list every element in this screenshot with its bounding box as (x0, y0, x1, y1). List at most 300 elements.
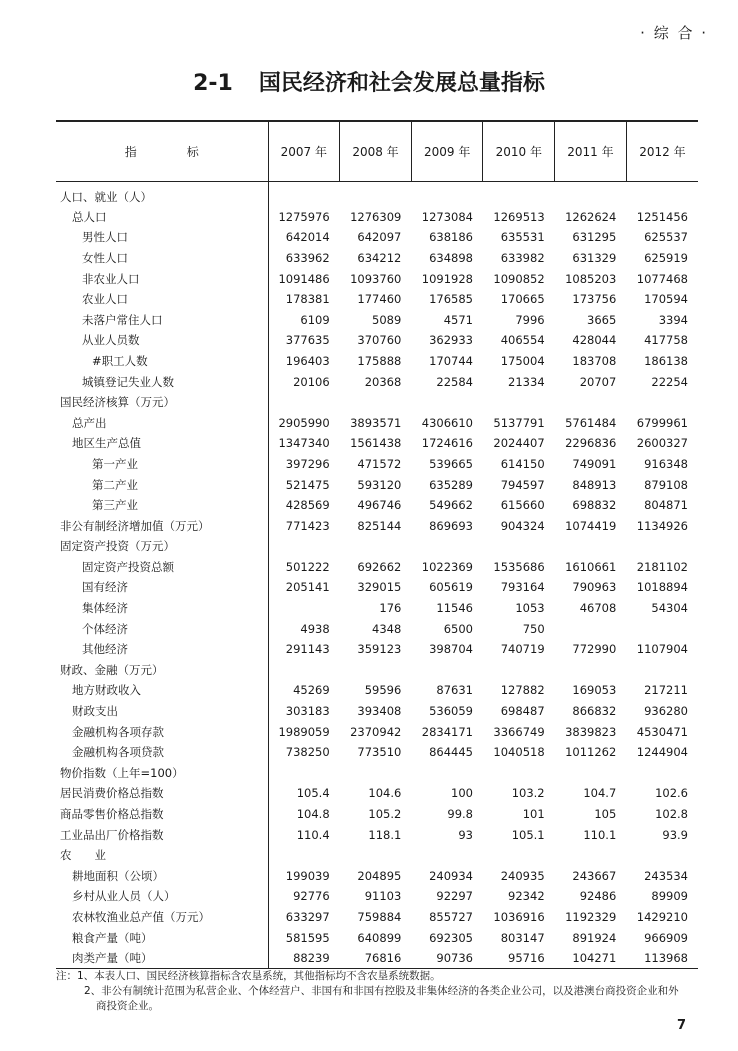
cell-value (268, 660, 340, 681)
cell-value: 615660 (500, 498, 545, 513)
cell-value (268, 845, 340, 866)
cell-value: 2296836 (565, 436, 617, 451)
cell-value: 1269513 (493, 209, 545, 224)
cell-value (268, 181, 340, 207)
cell-value: 1610661 (565, 559, 617, 574)
cell-value: 1276309 (350, 209, 402, 224)
cell-value: 4306610 (421, 415, 473, 430)
cell-value: 105 (594, 807, 617, 822)
table-row (56, 701, 698, 722)
cell-value: 89909 (651, 889, 688, 904)
table-row (56, 660, 698, 681)
cell-value (555, 660, 627, 681)
cell-value: 536059 (429, 704, 473, 719)
cell-value: 240935 (500, 868, 545, 883)
cell-value: 635289 (429, 477, 473, 492)
cell-value: 891924 (572, 930, 617, 945)
cell-value: 393408 (357, 704, 402, 719)
cell-value: 496746 (357, 498, 402, 513)
cell-value: 199039 (285, 868, 330, 883)
table-row (56, 181, 698, 207)
cell-value: 21334 (508, 374, 545, 389)
cell-value (626, 536, 698, 557)
row-label: 第一产业 (56, 454, 268, 475)
cell-value: 3893571 (350, 415, 402, 430)
cell-value: 855727 (429, 909, 473, 924)
table-row (56, 577, 698, 598)
cell-value: 1251456 (636, 209, 688, 224)
cell-value: 93.9 (662, 827, 688, 842)
cell-value: 91103 (364, 889, 402, 904)
row-label: 固定资产投资总额 (56, 557, 268, 578)
row-label: 其他经济 (56, 639, 268, 660)
cell-value: 1077468 (636, 271, 688, 286)
row-label: 农林牧渔业总产值（万元） (56, 907, 268, 928)
table-number: 2-1 (193, 71, 233, 96)
cell-value (411, 660, 483, 681)
cell-value: 99.8 (447, 807, 473, 822)
row-label: 男性人口 (56, 227, 268, 248)
section-tag: · 综 合 · (640, 24, 708, 42)
row-label: 商品零售价格总指数 (56, 804, 268, 825)
cell-value: 170665 (500, 292, 545, 307)
cell-value: 1093760 (350, 271, 402, 286)
footnote-1: 注：1、本表人口、国民经济核算指标含农垦系统，其他指标均不含农垦系统数据。 (56, 970, 441, 982)
cell-value (483, 660, 555, 681)
cell-value: 104.6 (368, 786, 402, 801)
table-row (56, 351, 698, 372)
cell-value: 2600327 (636, 436, 688, 451)
row-label: 从业人员数 (56, 330, 268, 351)
cell-value: 103.2 (511, 786, 545, 801)
cell-value: 3366749 (493, 724, 545, 739)
row-label: 女性人口 (56, 248, 268, 269)
cell-value: 177460 (357, 292, 402, 307)
cell-value (555, 536, 627, 557)
cell-value: 916348 (644, 456, 688, 471)
table-row (56, 783, 698, 804)
cell-value (626, 763, 698, 784)
table-row (56, 742, 698, 763)
cell-value: 2370942 (350, 724, 402, 739)
cell-value (483, 845, 555, 866)
cell-value (268, 536, 340, 557)
cell-value: 759884 (357, 909, 402, 924)
cell-value: 417758 (644, 333, 688, 348)
row-label: 粮食产量（吨） (56, 927, 268, 948)
cell-value: 501222 (285, 559, 330, 574)
cell-value: 692662 (357, 559, 402, 574)
cell-value: 1085203 (565, 271, 617, 286)
cell-value: 11546 (436, 601, 473, 616)
cell-value: 794597 (500, 477, 545, 492)
cell-value: 105.2 (368, 807, 402, 822)
cell-value: 370760 (357, 333, 402, 348)
cell-value: 633297 (285, 909, 330, 924)
page-number: 7 (676, 1018, 686, 1033)
cell-value: 804871 (644, 498, 688, 513)
table-body (56, 181, 698, 968)
cell-value: 7996 (515, 312, 545, 327)
cell-value: 2905990 (278, 415, 330, 430)
cell-value: 3665 (587, 312, 617, 327)
cell-value: 291143 (285, 642, 330, 657)
row-label: 非公有制经济增加值（万元） (56, 515, 268, 536)
cell-value (268, 392, 340, 413)
cell-value (340, 845, 412, 866)
cell-value: 803147 (500, 930, 545, 945)
footnotes (56, 969, 706, 1014)
row-label: 农 业 (56, 845, 268, 866)
cell-value: 1091928 (421, 271, 473, 286)
cell-value: 20368 (364, 374, 402, 389)
cell-value: 614150 (500, 456, 545, 471)
cell-value (411, 181, 483, 207)
cell-value: 1535686 (493, 559, 545, 574)
table-row (56, 907, 698, 928)
table-row (56, 392, 698, 413)
table-row (56, 824, 698, 845)
cell-value: 2834171 (421, 724, 473, 739)
cell-value: 59596 (364, 683, 402, 698)
table-row (56, 598, 698, 619)
table-row (56, 207, 698, 228)
cell-value (555, 618, 627, 639)
row-label: 地区生产总值 (56, 433, 268, 454)
table-row (56, 289, 698, 310)
row-label: 物价指数（上年=100） (56, 763, 268, 784)
cell-value (555, 763, 627, 784)
cell-value: 169053 (572, 683, 617, 698)
cell-value (483, 536, 555, 557)
table-row (56, 227, 698, 248)
cell-value (626, 392, 698, 413)
cell-value: 20106 (293, 374, 330, 389)
table-row (56, 495, 698, 516)
cell-value: 521475 (285, 477, 330, 492)
cell-value: 1262624 (565, 209, 617, 224)
cell-value: 5761484 (565, 415, 617, 430)
cell-value: 93 (458, 827, 473, 842)
row-label: 耕地面积（公顷） (56, 866, 268, 887)
cell-value: 638186 (429, 230, 473, 245)
cell-value: 1036916 (493, 909, 545, 924)
cell-value (268, 763, 340, 784)
cell-value: 1107904 (636, 642, 688, 657)
table-row (56, 886, 698, 907)
cell-value: 698832 (572, 498, 617, 513)
table-row (56, 763, 698, 784)
row-label: 财政支出 (56, 701, 268, 722)
cell-value: 5089 (372, 312, 402, 327)
cell-value: 4530471 (636, 724, 688, 739)
cell-value: 866832 (572, 704, 617, 719)
cell-value: 625537 (644, 230, 688, 245)
cell-value: 92486 (579, 889, 617, 904)
row-label: 国民经济核算（万元） (56, 392, 268, 413)
cell-value: 170594 (644, 292, 688, 307)
cell-value: 642097 (357, 230, 402, 245)
cell-value: 170744 (429, 353, 473, 368)
cell-value (340, 392, 412, 413)
header-indicator: 指 标 (56, 121, 268, 181)
cell-value: 240934 (429, 868, 473, 883)
cell-value: 3839823 (565, 724, 617, 739)
cell-value: 1989059 (278, 724, 330, 739)
cell-value: 1347340 (278, 436, 330, 451)
cell-value (340, 763, 412, 784)
cell-value: 127882 (500, 683, 545, 698)
cell-value (626, 845, 698, 866)
cell-value: 1273084 (421, 209, 473, 224)
cell-value: 88239 (268, 948, 340, 969)
table-row (56, 680, 698, 701)
row-label: 财政、金融（万元） (56, 660, 268, 681)
cell-value: 738250 (285, 745, 330, 760)
cell-value: 633962 (285, 250, 330, 265)
cell-value: 4348 (372, 621, 402, 636)
cell-value: 773510 (357, 745, 402, 760)
cell-value: 102.8 (655, 807, 688, 822)
footnote-2-cont: 商投资企业。 (96, 1000, 159, 1012)
cell-value: 2181102 (636, 559, 688, 574)
cell-value: 633982 (500, 250, 545, 265)
cell-value: 869693 (429, 518, 473, 533)
cell-value: 5137791 (493, 415, 545, 430)
cell-value: 92297 (436, 889, 473, 904)
cell-value: 864445 (429, 745, 473, 760)
header-year: 2007 年 (268, 121, 340, 181)
cell-value: 605619 (429, 580, 473, 595)
cell-value: 1724616 (421, 436, 473, 451)
cell-value: 581595 (285, 930, 330, 945)
cell-value: 46708 (579, 601, 617, 616)
table-row (56, 371, 698, 392)
cell-value: 196403 (285, 353, 330, 368)
cell-value: 749091 (572, 456, 617, 471)
table-row (56, 866, 698, 887)
cell-value: 175888 (357, 353, 402, 368)
cell-value (555, 181, 627, 207)
row-label: 乡村从业人员（人） (56, 886, 268, 907)
table-row (56, 248, 698, 269)
cell-value: 22254 (651, 374, 688, 389)
table-row (56, 268, 698, 289)
cell-value: 936280 (644, 704, 688, 719)
cell-value: 175004 (500, 353, 545, 368)
table-row (56, 927, 698, 948)
data-table-container (56, 120, 698, 969)
cell-value (340, 181, 412, 207)
table-row (56, 845, 698, 866)
cell-value (411, 536, 483, 557)
table-header-row (56, 121, 698, 181)
cell-value: 904324 (500, 518, 545, 533)
row-label: 农业人口 (56, 289, 268, 310)
cell-value: 102.6 (655, 786, 688, 801)
cell-value: 539665 (429, 456, 473, 471)
cell-value: 1053 (515, 601, 545, 616)
cell-value: 631295 (572, 230, 617, 245)
cell-value (555, 392, 627, 413)
table-title-text: 国民经济和社会发展总量指标 (258, 71, 545, 96)
cell-value: 4571 (443, 312, 473, 327)
header-year: 2009 年 (411, 121, 483, 181)
row-label: 集体经济 (56, 598, 268, 619)
table-row (56, 433, 698, 454)
cell-value: 377635 (285, 333, 330, 348)
header-year: 2012 年 (626, 121, 698, 181)
cell-value: 359123 (357, 642, 402, 657)
cell-value (411, 763, 483, 784)
cell-value: 631329 (572, 250, 617, 265)
cell-value: 879108 (644, 477, 688, 492)
table-row (56, 618, 698, 639)
cell-value: 104271 (555, 948, 627, 969)
row-label: 城镇登记失业人数 (56, 371, 268, 392)
cell-value: 87631 (436, 683, 473, 698)
cell-value: 750 (522, 621, 545, 636)
cell-value: 966909 (644, 930, 688, 945)
cell-value: 1561438 (350, 436, 402, 451)
cell-value (483, 181, 555, 207)
cell-value: 176585 (429, 292, 473, 307)
header-year: 2011 年 (555, 121, 627, 181)
cell-value: 1040518 (493, 745, 545, 760)
row-label: 居民消费价格总指数 (56, 783, 268, 804)
cell-value: 634898 (429, 250, 473, 265)
cell-value: 90736 (411, 948, 483, 969)
cell-value: 303183 (285, 704, 330, 719)
cell-value: 329015 (357, 580, 402, 595)
cell-value (340, 660, 412, 681)
cell-value: 105.4 (296, 786, 330, 801)
row-label: 总产出 (56, 412, 268, 433)
row-label: #职工人数 (56, 351, 268, 372)
cell-value: 173756 (572, 292, 617, 307)
cell-value: 178381 (285, 292, 330, 307)
cell-value: 625919 (644, 250, 688, 265)
cell-value: 110.4 (296, 827, 330, 842)
cell-value: 406554 (500, 333, 545, 348)
cell-value: 118.1 (368, 827, 402, 842)
table-row (56, 454, 698, 475)
cell-value: 54304 (651, 601, 688, 616)
header-year: 2008 年 (340, 121, 412, 181)
cell-value: 471572 (357, 456, 402, 471)
row-label: 总人口 (56, 207, 268, 228)
cell-value: 3394 (658, 312, 688, 327)
cell-value: 204895 (357, 868, 402, 883)
cell-value: 186138 (644, 353, 688, 368)
table-row (56, 515, 698, 536)
row-label: 工业品出厂价格指数 (56, 824, 268, 845)
cell-value (411, 392, 483, 413)
row-label: 个体经济 (56, 618, 268, 639)
cell-value (268, 598, 340, 619)
cell-value: 692305 (429, 930, 473, 945)
cell-value: 113968 (626, 948, 698, 969)
cell-value: 634212 (357, 250, 402, 265)
cell-value (626, 181, 698, 207)
cell-value: 110.1 (583, 827, 617, 842)
cell-value: 1134926 (636, 518, 688, 533)
table-row (56, 412, 698, 433)
cell-value (626, 618, 698, 639)
table-row (56, 948, 698, 969)
cell-value: 45269 (293, 683, 330, 698)
cell-value (411, 845, 483, 866)
cell-value: 1192329 (565, 909, 617, 924)
row-label: 第二产业 (56, 474, 268, 495)
table-row (56, 330, 698, 351)
cell-value: 6109 (300, 312, 330, 327)
cell-value: 428044 (572, 333, 617, 348)
cell-value: 22584 (436, 374, 473, 389)
row-label: 第三产业 (56, 495, 268, 516)
cell-value: 104.8 (296, 807, 330, 822)
cell-value (483, 392, 555, 413)
row-label: 地方财政收入 (56, 680, 268, 701)
footnote-2: 2、非公有制统计范围为私营企业、个体经营户、非国有和非国有控股及非集体经济的各类企业公司，以及港澳台商投资企业和外 (84, 985, 679, 997)
row-label: 肉类产量（吨） (56, 948, 268, 969)
cell-value: 183708 (572, 353, 617, 368)
cell-value: 1244904 (636, 745, 688, 760)
cell-value: 1022369 (421, 559, 473, 574)
header-year: 2010 年 (483, 121, 555, 181)
cell-value: 1011262 (565, 745, 617, 760)
cell-value (626, 660, 698, 681)
cell-value: 772990 (572, 642, 617, 657)
cell-value: 398704 (429, 642, 473, 657)
cell-value: 217211 (644, 683, 688, 698)
cell-value: 698487 (500, 704, 545, 719)
table-title (0, 66, 738, 97)
cell-value: 1018894 (636, 580, 688, 595)
cell-value: 549662 (429, 498, 473, 513)
cell-value: 397296 (285, 456, 330, 471)
cell-value: 176 (379, 601, 402, 616)
cell-value: 362933 (429, 333, 473, 348)
cell-value: 4938 (300, 621, 330, 636)
cell-value: 771423 (285, 518, 330, 533)
cell-value: 105.1 (511, 827, 545, 842)
cell-value: 642014 (285, 230, 330, 245)
cell-value: 243667 (572, 868, 617, 883)
cell-value: 635531 (500, 230, 545, 245)
cell-value: 100 (451, 786, 473, 801)
table-row (56, 536, 698, 557)
cell-value: 1090852 (493, 271, 545, 286)
cell-value: 20707 (579, 374, 617, 389)
cell-value: 95716 (483, 948, 555, 969)
indicator-table (56, 120, 698, 969)
cell-value: 76816 (340, 948, 412, 969)
cell-value (555, 845, 627, 866)
cell-value: 740719 (500, 642, 545, 657)
cell-value: 793164 (500, 580, 545, 595)
cell-value: 205141 (285, 580, 330, 595)
table-row (56, 721, 698, 742)
cell-value: 1429210 (636, 909, 688, 924)
row-label: 国有经济 (56, 577, 268, 598)
cell-value: 104.7 (583, 786, 617, 801)
table-row (56, 557, 698, 578)
row-label: 金融机构各项存款 (56, 721, 268, 742)
row-label: 人口、就业（人） (56, 181, 268, 207)
table-row (56, 804, 698, 825)
cell-value: 6500 (443, 621, 473, 636)
